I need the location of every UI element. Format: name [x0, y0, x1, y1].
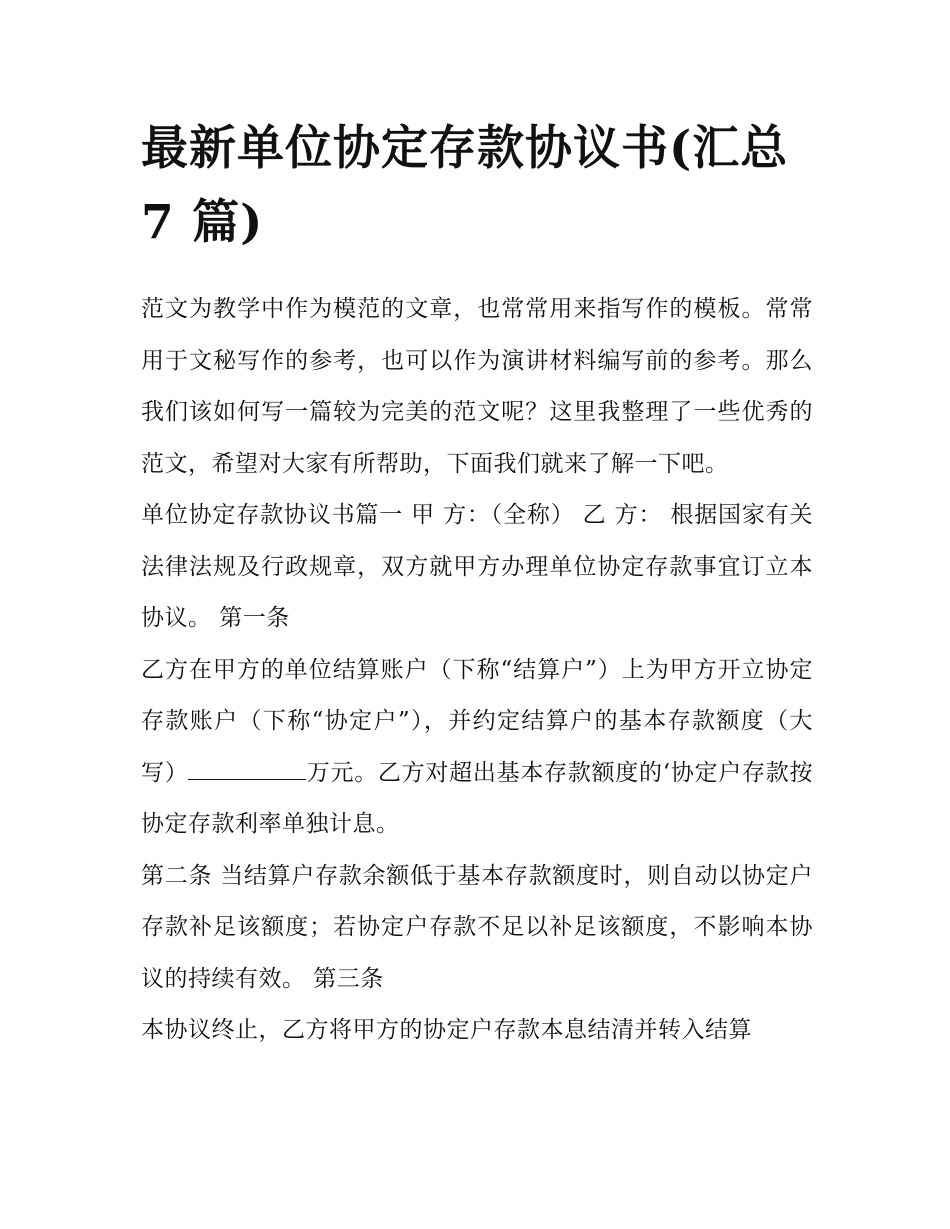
- document-body: [141, 284, 813, 1057]
- article-one-text-end: 万元。乙方对超出基本存款额度的‘协定户存款按协定存款利率单独计息。: [141, 759, 814, 837]
- article-one-text-start: 乙方在甲方的单位结算账户（下称“结算户”）上为甲方开立协定存款账户（下称“协定户”），并约定结算户的基本存款额度（大写）: [141, 656, 813, 786]
- article-one-paragraph: [141, 645, 813, 851]
- document-title: 最新单位协定存款协议书(汇总 7 篇): [141, 121, 789, 250]
- document-page: [141, 112, 813, 1057]
- article-two-paragraph: 第二条 当结算户存款余额低于基本存款额度时，则自动以协定户存款补足该额度；若协定户存款不足以补足该额度，不影响本协议的持续有效。 第三条: [141, 862, 813, 992]
- agreement-opening-paragraph: 单位协定存款协议书篇一 甲 方：（全称） 乙 方： 根据国家有关法律法规及行政规章，双方就甲方办理单位协定存款事宜订立本协议。 第一条: [141, 502, 813, 631]
- intro-paragraph: 范文为教学中作为模范的文章，也常常用来指写作的模板。常常用于文秘写作的参考，也可以作为演讲材料编写前的参考。那么我们该如何写一篇较为完美的范文呢？这里我整理了一些优秀的范文，希望对大家有所帮助，下面我们就来了解一下吧。: [141, 296, 813, 477]
- amount-blank-line: [188, 759, 306, 780]
- article-three-paragraph: 本协议终止，乙方将甲方的协定户存款本息结清并转入结算: [141, 1017, 752, 1043]
